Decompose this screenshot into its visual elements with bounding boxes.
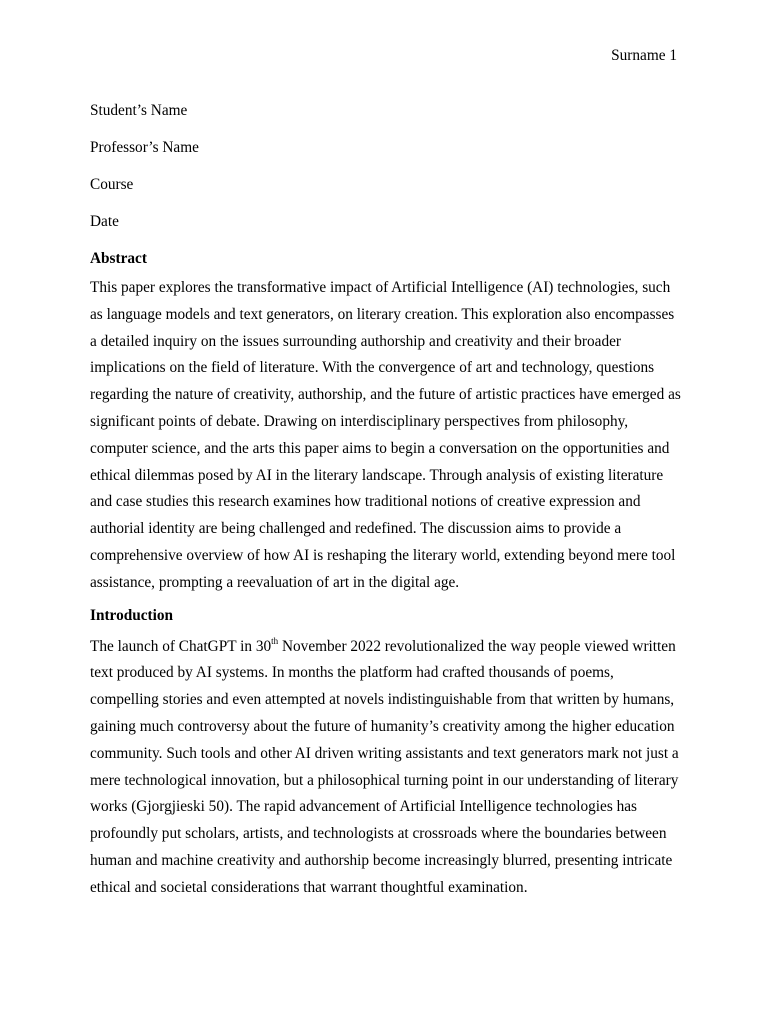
introduction-heading: Introduction — [90, 606, 174, 624]
professor-name: Professor’s Name — [90, 139, 199, 156]
intro-text-rest: November 2022 revolutionalized the way people viewed written text produced by AI systems. In months the platform had crafted thousands of poems, compelling stories and even attempted at novels indistinguishable from that written by humans, gaining much controversy about the future of humanity’s creativity among the higher education community. Such tools and other AI driven writing assistants and text generators mark not just a mere technological innovation, but a philosophical turning point in our understanding of literary works (Gjorgjieski 50). The rapid advancement of Artificial Intelligence technologies has profoundly put scholars, artists, and technologists at crossroads where the boundaries between human and machine creativity and authorship become increasingly blurred, presenting intricate ethical and societal considerations that warrant thoughtful examination. — [90, 637, 679, 896]
student-name: Student’s Name — [90, 102, 188, 119]
abstract-heading: Abstract — [90, 250, 147, 267]
course-name: Course — [90, 176, 134, 193]
document-body — [90, 92, 682, 902]
ordinal-superscript: th — [271, 635, 279, 646]
intro-text-start: The launch of ChatGPT in 30 — [90, 637, 272, 655]
running-head: Surname 1 — [611, 47, 677, 64]
date-line: Date — [90, 213, 119, 230]
abstract-paragraph: This paper explores the transformative impact of Artificial Intelligence (AI) technologies, such as language models and text generators, on literary creation. This exploration also encompasses a detailed inquiry on the issues surrounding authorship and creativity and their broader implications on the field of literature. With the convergence of art and technology, questions regarding the nature of creativity, authorship, and the future of artistic practices have emerged as significant points of debate. Drawing on interdisciplinary perspectives from philosophy, computer science, and the arts this paper aims to begin a conversation on the opportunities and ethical dilemmas posed by AI in the literary landscape. Through analysis of existing literature and case studies this research examines how traditional notions of creative expression and authorial identity are being challenged and redefined. The discussion aims to provide a comprehensive overview of how AI is reshaping the literary world, extending beyond mere tool assistance, prompting a reevaluation of art in the digital age. — [90, 279, 681, 591]
introduction-paragraph — [90, 634, 682, 902]
